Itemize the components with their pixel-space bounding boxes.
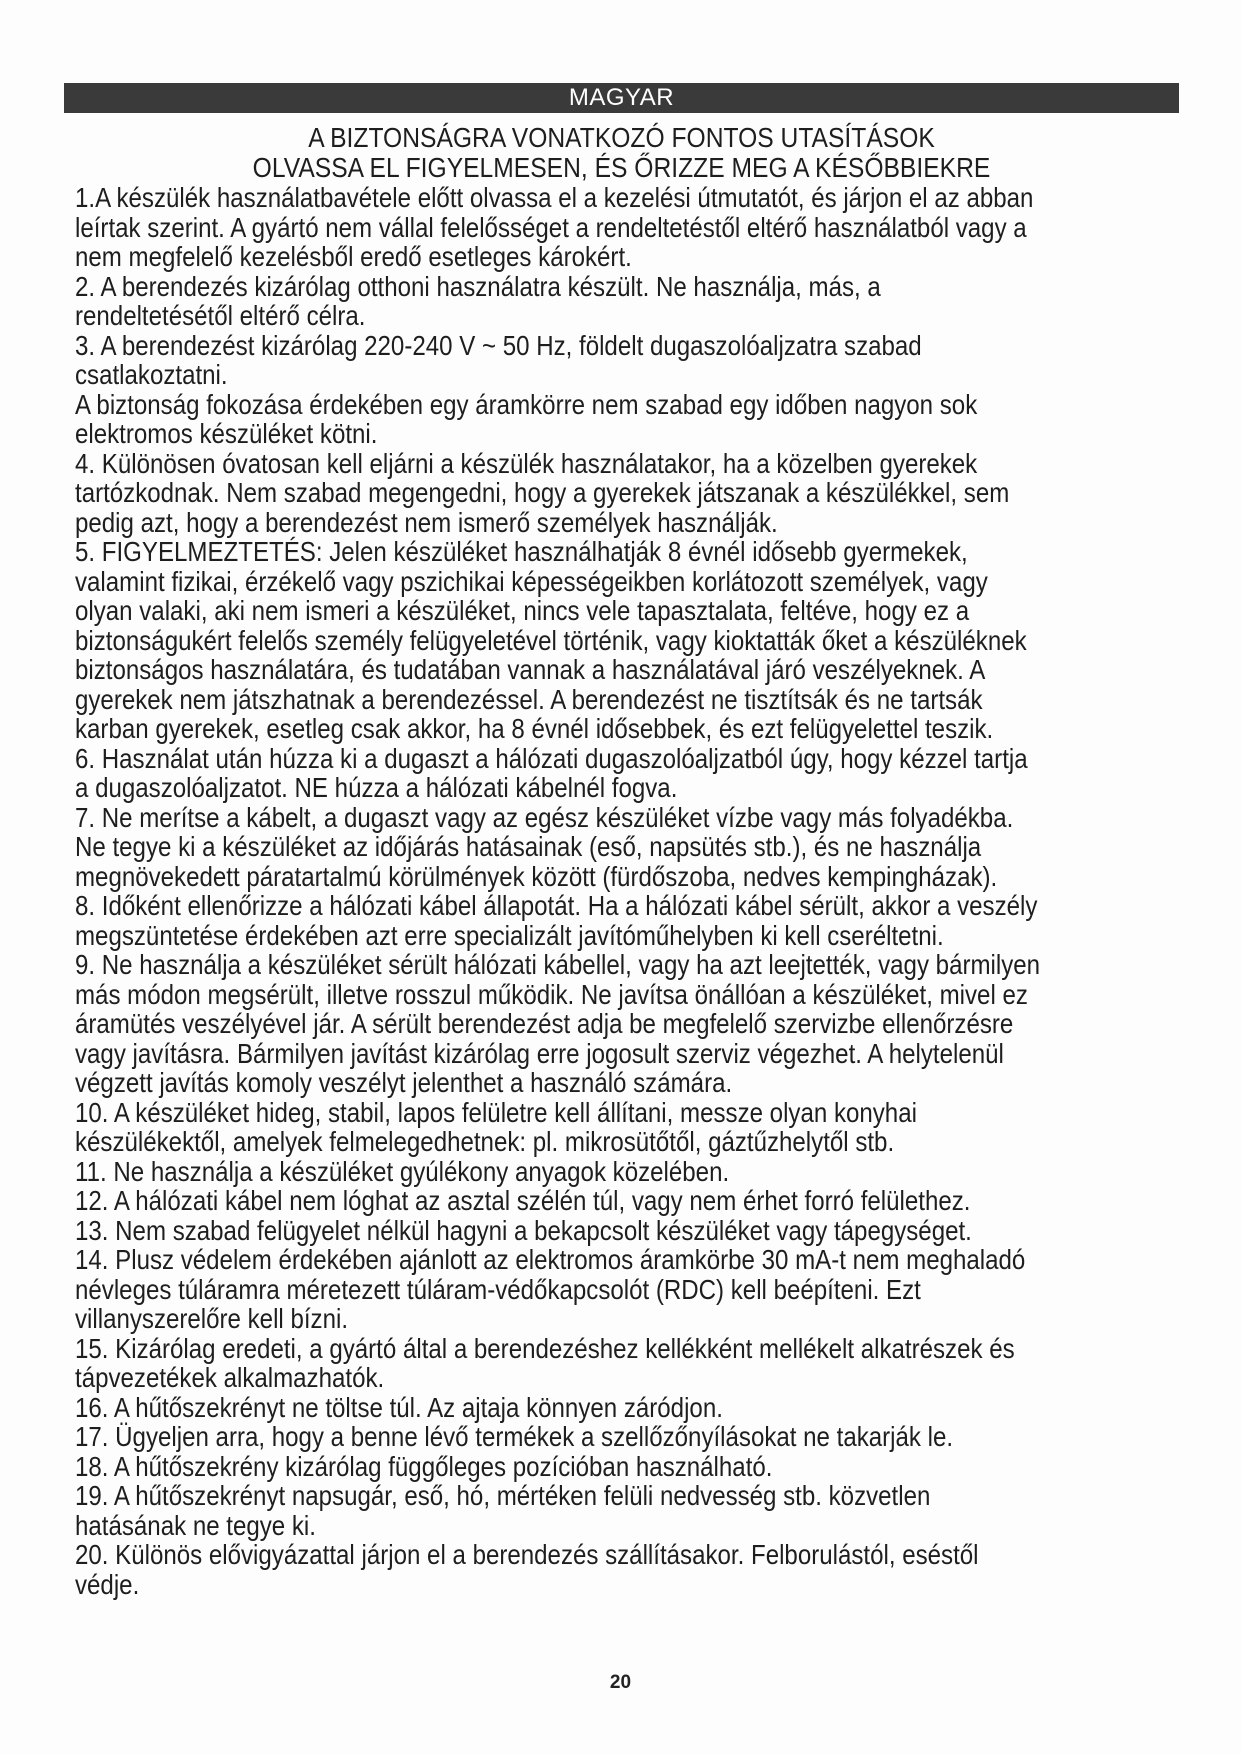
instruction-line: megszüntetése érdekében azt erre specializált javítóműhelyben ki kell cseréltetni. bbox=[75, 919, 944, 951]
instruction-line: 5. FIGYELMEZTETÉS: Jelen készüléket használhatják 8 évnél idősebb gyermekek, bbox=[75, 536, 968, 567]
instruction-line: villanyszerelőre kell bízni. bbox=[75, 1303, 349, 1334]
language-label: MAGYAR bbox=[568, 84, 675, 111]
page-number: 20 bbox=[609, 1672, 632, 1693]
instruction-line: leírtak szerint. A gyártó nem vállal felelősséget a rendeltetéstől eltérő használatból vagy a bbox=[75, 211, 1027, 243]
instruction-line: Ne tegye ki a készüléket az időjárás hatásainak (eső, napsütés stb.), és ne használja bbox=[75, 831, 982, 862]
instruction-line: 7. Ne merítse a kábelt, a dugaszt vagy az egész készüléket vízbe vagy más folyadékba. bbox=[75, 801, 1014, 833]
safety-instructions-list bbox=[75, 183, 1116, 1599]
instruction-line: tartózkodnak. Nem szabad megengedni, hogy a gyerekek játszanak a készülékkel, sem bbox=[75, 477, 1010, 508]
instruction-line: megnövekedett páratartalmú körülmények között (fürdőszoba, nedves kempingházak). bbox=[75, 860, 998, 892]
instruction-line: névleges túláramra méretezett túláram-védőkapcsolót (RDC) kell beépíteni. Ezt bbox=[75, 1273, 921, 1305]
instruction-line: 2. A berendezés kizárólag otthoni használatra készült. Ne használja, más, a bbox=[75, 270, 881, 302]
instruction-line: 6. Használat után húzza ki a dugaszt a hálózati dugaszolóaljzatból úgy, hogy kézzel tartja bbox=[75, 742, 1028, 774]
language-header-bar bbox=[64, 83, 1179, 113]
instruction-line: elektromos készüléket kötni. bbox=[75, 418, 378, 449]
instruction-line: 17. Ügyeljen arra, hogy a benne lévő termékek a szellőzőnyílásokat ne takarják le. bbox=[75, 1421, 954, 1452]
instruction-line: 16. A hűtőszekrényt ne töltse túl. Az ajtaja könnyen záródjon. bbox=[75, 1391, 723, 1423]
instruction-line: 12. A hálózati kábel nem lóghat az asztal szélén túl, vagy nem érhet forró felülethez. bbox=[75, 1185, 971, 1216]
instruction-line: 18. A hűtőszekrény kizárólag függőleges pozícióban használható. bbox=[75, 1450, 773, 1482]
instruction-line: 4. Különösen óvatosan kell eljárni a készülék használatakor, ha a közelben gyerekek bbox=[75, 447, 978, 479]
instruction-line: biztonságos használatára, és tudatában vannak a használatával járó veszélyeknek. A bbox=[75, 654, 986, 685]
instruction-line: hatásának ne tegye ki. bbox=[75, 1509, 316, 1541]
safety-subtitle: OLVASSA EL FIGYELMESEN, ÉS ŐRIZZE MEG A KÉSŐBBIEKRE bbox=[252, 152, 991, 183]
instruction-line: 13. Nem szabad felügyelet nélkül hagyni a bekapcsolt készüléket vagy tápegységet. bbox=[75, 1214, 972, 1246]
instruction-line: védje. bbox=[75, 1568, 140, 1600]
instruction-line: gyerekek nem játszhatnak a berendezéssel. A berendezést ne tisztítsák és ne tartsák bbox=[75, 683, 983, 715]
instruction-line: végzett javítás komoly veszélyt jelenthet a használó számára. bbox=[75, 1067, 733, 1098]
instruction-line: tápvezetékek alkalmazhatók. bbox=[75, 1362, 385, 1393]
instruction-line: olyan valaki, aki nem ismeri a készüléket, nincs vele tapasztalata, feltéve, hogy ez a bbox=[75, 595, 970, 626]
instruction-line: rendeltetésétől eltérő célra. bbox=[75, 300, 366, 331]
instruction-line: a dugaszolóaljzatot. NE húzza a hálózati kábelnél fogva. bbox=[75, 772, 678, 803]
instruction-line: 15. Kizárólag eredeti, a gyártó által a berendezéshez kellékként mellékelt alkatrészek és bbox=[75, 1332, 1015, 1364]
instruction-line: vagy javításra. Bármilyen javítást kizárólag erre jogosult szerviz végezhet. A helytelenül bbox=[75, 1037, 1004, 1069]
instruction-line: 8. Időként ellenőrizze a hálózati kábel állapotát. Ha a hálózati kábel sérült, akkor a veszély bbox=[75, 890, 1038, 921]
instruction-line: 9. Ne használja a készüléket sérült hálózati kábellel, vagy ha azt leejtették, vagy bármilyen bbox=[75, 949, 1041, 980]
safety-title: A BIZTONSÁGRA VONATKOZÓ FONTOS UTASÍTÁSOK bbox=[308, 122, 935, 153]
instruction-line: 14. Plusz védelem érdekében ajánlott az elektromos áramkörbe 30 mA-t nem meghaladó bbox=[75, 1244, 1026, 1275]
instruction-line: 3. A berendezést kizárólag 220-240 V ~ 50 Hz, földelt dugaszolóaljzatra szabad bbox=[75, 329, 922, 361]
instruction-line: valamint fizikai, érzékelő vagy pszichikai képességeikben korlátozott személyek, vagy bbox=[75, 565, 988, 597]
instruction-line: áramütés veszélyével jár. A sérült berendezést adja be megfelelő szervizbe ellenőrzésre bbox=[75, 1008, 1014, 1039]
instruction-line: A biztonság fokozása érdekében egy áramkörre nem szabad egy időben nagyon sok bbox=[75, 388, 978, 420]
instruction-line: 10. A készüléket hideg, stabil, lapos felületre kell állítani, messze olyan konyhai bbox=[75, 1096, 917, 1128]
instruction-line: nem megfelelő kezelésből eredő esetleges károkért. bbox=[75, 241, 632, 272]
instruction-line: csatlakoztatni. bbox=[75, 359, 228, 390]
instruction-line: biztonságukért felelős személy felügyeletével történik, vagy kioktatták őket a készüléknek bbox=[75, 624, 1027, 656]
instruction-line: 11. Ne használja a készüléket gyúlékony anyagok közelében. bbox=[75, 1155, 730, 1187]
instruction-line: 20. Különös elővigyázattal járjon el a berendezés szállításakor. Felborulástól, eséstől bbox=[75, 1539, 979, 1570]
safety-headings bbox=[131, 123, 1112, 183]
instruction-line: más módon megsérült, illetve rosszul működik. Ne javítsa önállóan a készüléket, mivel ez bbox=[75, 978, 1028, 1010]
instruction-line: 1.A készülék használatbavétele előtt olvassa el a kezelési útmutatót, és járjon el az abban bbox=[75, 182, 1034, 213]
instruction-line: karban gyerekek, esetleg csak akkor, ha 8 évnél idősebbek, és ezt felügyelettel teszik. bbox=[75, 713, 994, 744]
instruction-line: 19. A hűtőszekrényt napsugár, eső, hó, mértéken felüli nedvesség stb. közvetlen bbox=[75, 1480, 931, 1511]
instruction-line: pedig azt, hogy a berendezést nem ismerő személyek használják. bbox=[75, 506, 778, 538]
instruction-line: készülékektől, amelyek felmelegedhetnek: pl. mikrosütőtől, gáztűzhelytől stb. bbox=[75, 1126, 895, 1157]
